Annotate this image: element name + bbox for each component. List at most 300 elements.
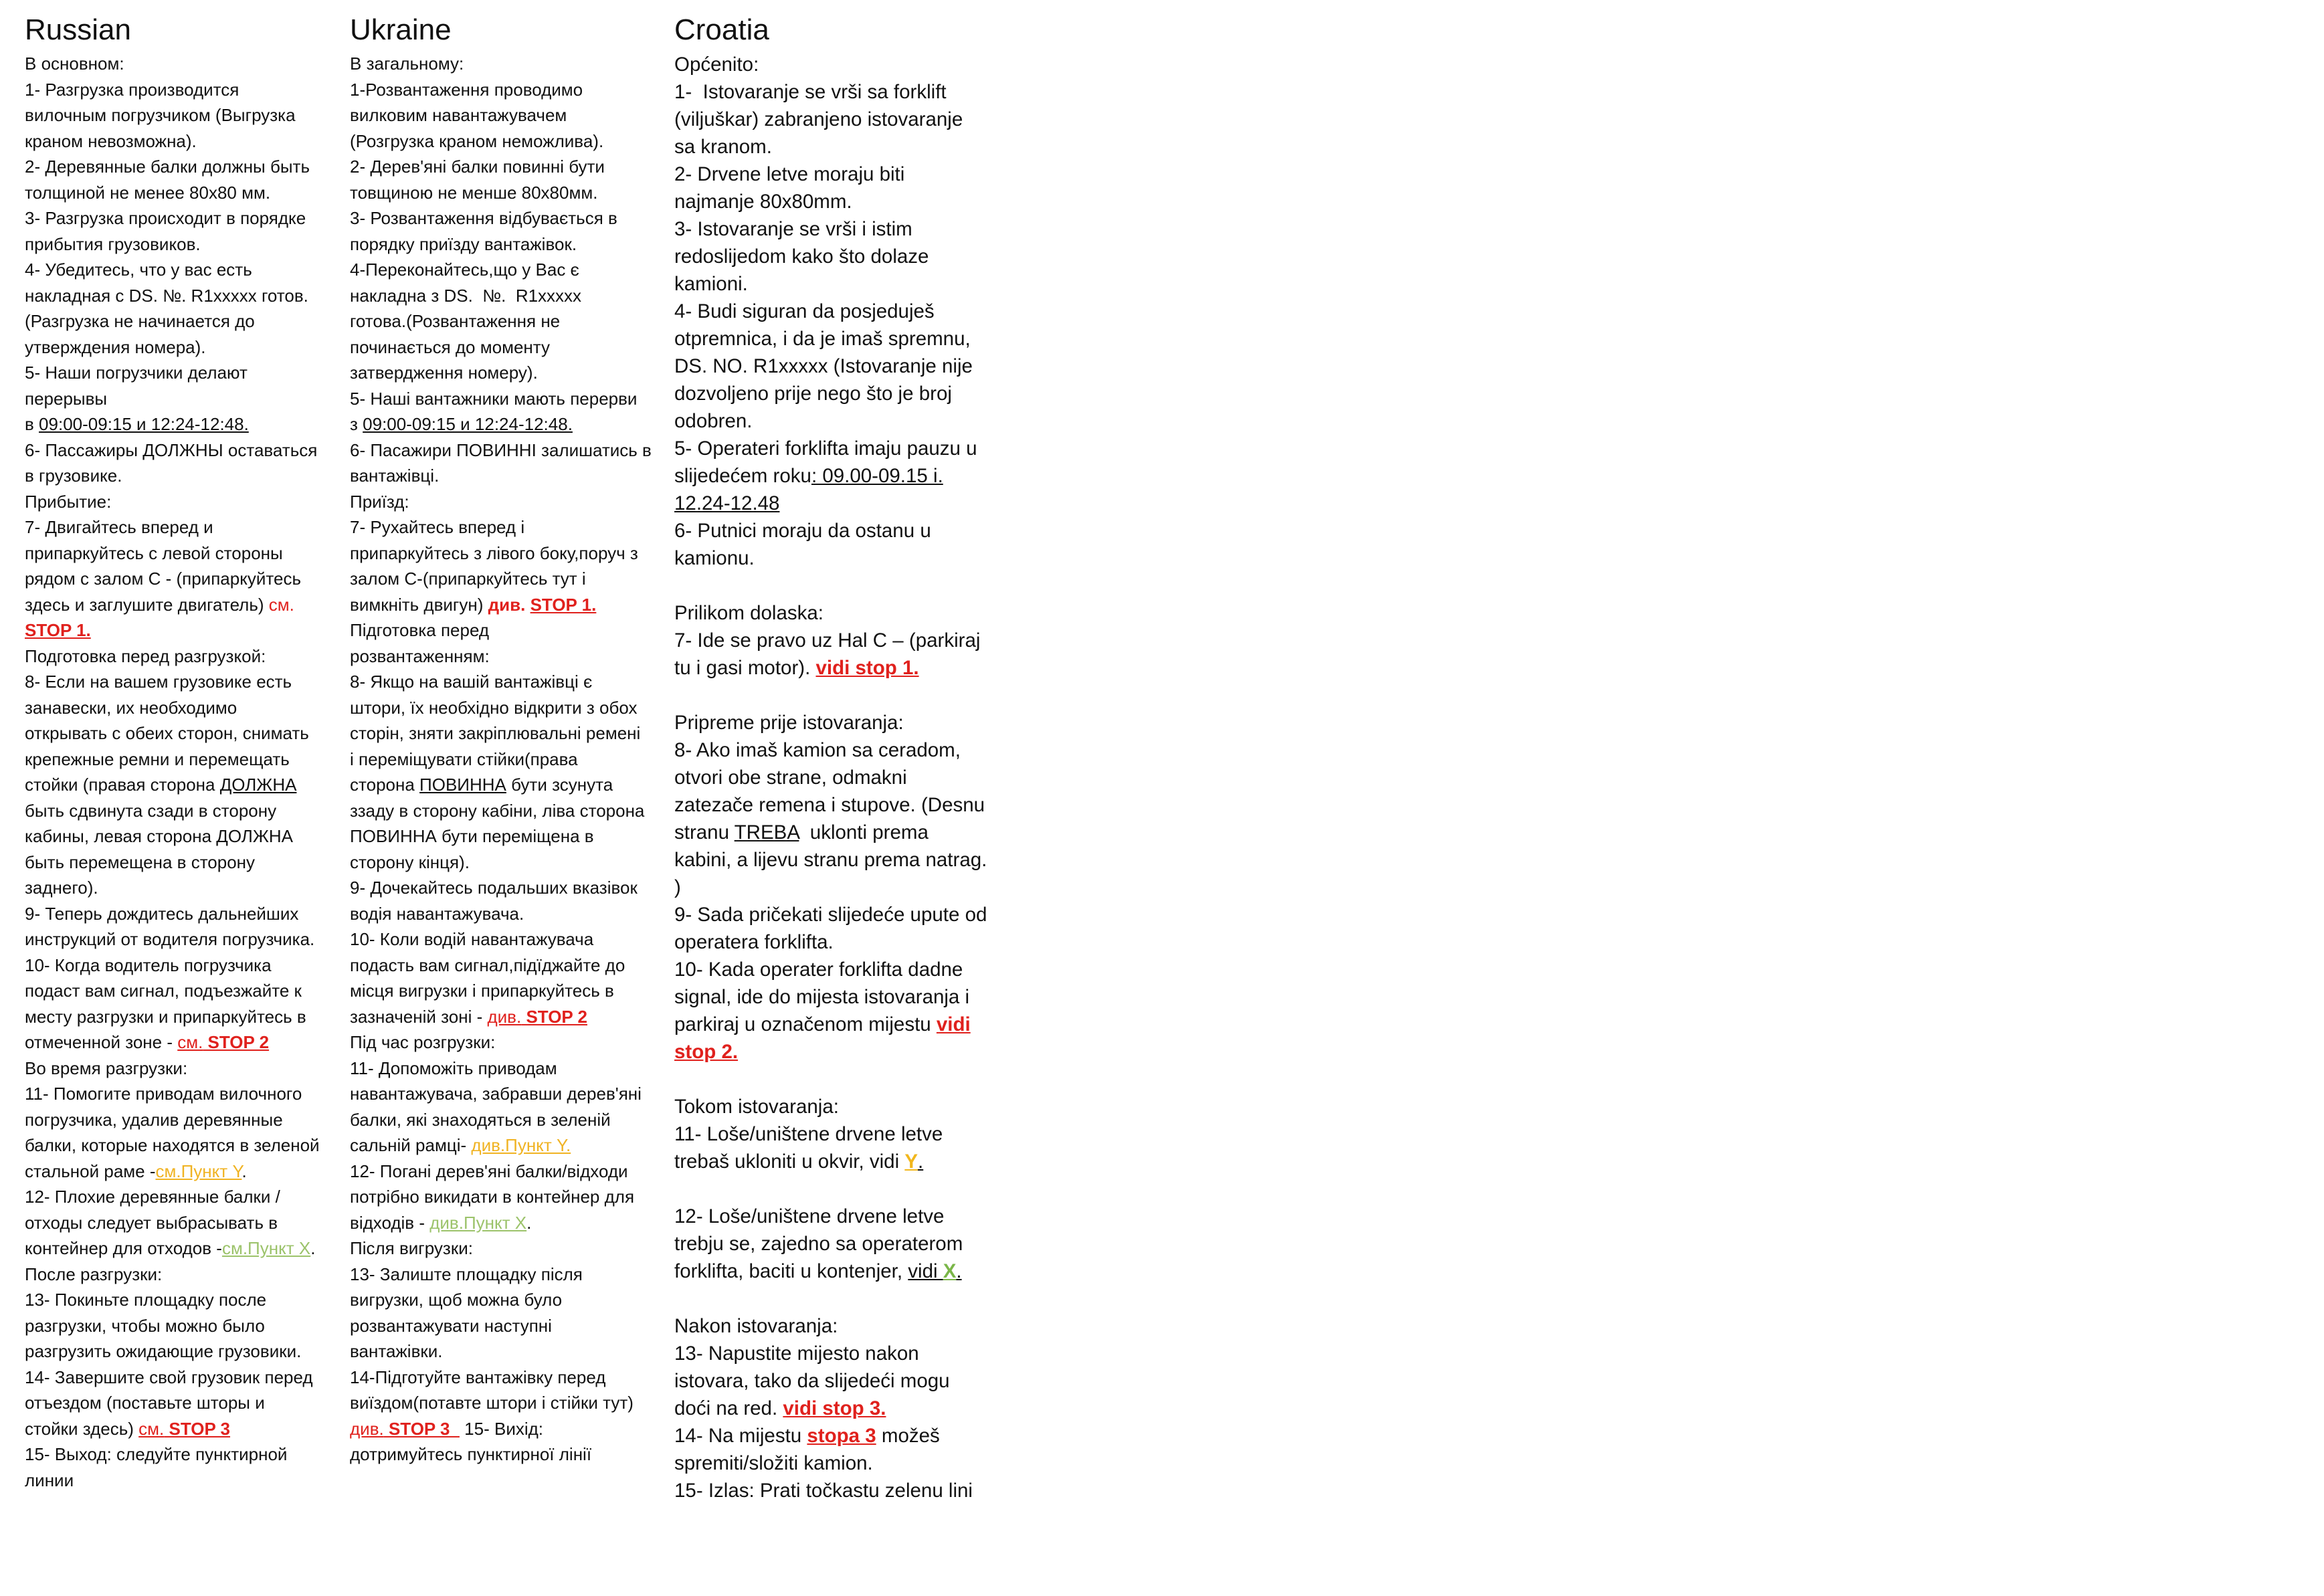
text-segment: разгрузки, чтобы можно было (25, 1315, 265, 1336)
text-segment: Під час розгрузки: (350, 1032, 496, 1052)
text-segment: trebju se, zajedno sa operaterom (674, 1233, 963, 1255)
column-title: Croatia (674, 13, 769, 46)
text-line (25, 1287, 350, 1313)
text-segment: (Разгрузка не начинается до (25, 311, 255, 331)
text-segment: Переконайтесь,що у Вас є (365, 260, 579, 280)
text-segment: вантажівці. (350, 466, 440, 486)
text-line (25, 1004, 350, 1030)
text-line (350, 334, 674, 361)
text-segment: doći na red. (674, 1397, 783, 1419)
text-line (25, 257, 350, 283)
text-segment: балки, которые находятся в зеленой (25, 1135, 320, 1155)
text-segment: краном невозможна). (25, 130, 197, 151)
text-segment: 10- К (25, 955, 65, 975)
text-segment: отходы следует выбрасывать в (25, 1212, 278, 1233)
text-segment: . (918, 1151, 924, 1173)
text-segment: 6- П (25, 439, 58, 460)
text-segment: После разгрузки: (25, 1264, 163, 1284)
text-line (25, 643, 350, 670)
text-line (25, 798, 350, 824)
text-line (25, 102, 350, 128)
text-segment: 5- Н (25, 363, 58, 383)
text-line (25, 437, 350, 464)
text-segment: 14- N (674, 1425, 723, 1447)
text-segment: STOP 1. (530, 594, 597, 615)
text-segment: stovaranje se vrši i istim (702, 218, 912, 240)
text-segment: залом C-(припаркуйтесь тут і (350, 569, 586, 589)
text-line (25, 51, 350, 77)
text-segment: следуйте пунктирной (111, 1444, 288, 1464)
text-line (350, 772, 674, 798)
text-line (25, 850, 350, 876)
text-segment: здесь и заглушите двигатель) (25, 594, 269, 615)
text-segment: Во время разгрузки: (25, 1058, 188, 1078)
text-line (674, 270, 1022, 298)
text-segment: і переміщувати стійки(права (350, 749, 578, 769)
text-segment: vidi stop 3. (783, 1397, 886, 1419)
text-segment: vidi (908, 1260, 943, 1282)
text-line (350, 540, 674, 567)
text-segment: Допоможіть приводам (373, 1058, 557, 1078)
text-segment: Після вигрузки: (350, 1238, 473, 1258)
text-segment: 15- Выход: (25, 1444, 112, 1464)
ukraine-column (350, 9, 674, 1468)
text-segment: см. (268, 594, 294, 615)
text-segment: сторона (350, 775, 420, 795)
text-line (350, 77, 674, 103)
text-segment: 2- Д (25, 157, 57, 177)
text-segment: порядку приїзду вантажівок. (350, 233, 577, 254)
text-line (350, 798, 674, 824)
text-segment: 12.24-12.48 (674, 492, 780, 514)
text-segment: розвантажувати наступні (350, 1315, 552, 1336)
text-segment: 10- K (674, 959, 722, 981)
text-segment: ) (674, 876, 681, 898)
text-segment: STOP 3 (164, 1418, 231, 1439)
text-segment: заднего). (25, 878, 98, 898)
text-line (25, 953, 350, 979)
text-line (350, 154, 674, 180)
text-segment: . (956, 1260, 962, 1282)
text-segment: 8- A (674, 739, 710, 761)
text-segment: STOP 2 (203, 1032, 270, 1052)
text-line (674, 846, 1022, 874)
text-line (350, 1287, 674, 1313)
text-segment: В основном: (25, 54, 124, 74)
text-segment: балки, які знаходяться в зеленій (350, 1109, 611, 1130)
text-segment: Розвантаження проводимо (365, 79, 583, 100)
text-segment: ззаду в сторону кабіни, ліва сторона (350, 800, 645, 821)
text-line (674, 188, 1022, 215)
text-line (25, 875, 350, 901)
text-segment: починається до моменту (350, 336, 550, 357)
text-segment: бути зсунута (506, 775, 613, 795)
text-line (674, 1477, 1022, 1504)
text-line (674, 791, 1022, 819)
text-segment: 13- N (674, 1342, 723, 1365)
text-segment: быть сдвинута сзади в сторону (25, 800, 277, 821)
text-line (674, 1011, 1022, 1038)
text-segment: контейнер для отходов - (25, 1238, 222, 1258)
text-segment: вилочным погрузчиком (Выгрузка (25, 105, 296, 125)
text-line (674, 983, 1022, 1011)
text-segment: Приїзд: (350, 491, 409, 512)
text-segment: 3- I (674, 218, 703, 240)
text-line (674, 215, 1022, 243)
text-segment: 7- I (674, 629, 703, 652)
text-segment: отмеченной зоне - (25, 1032, 178, 1052)
text-segment: parkiraj u označenom mijestu (674, 1013, 937, 1035)
text-line (674, 1340, 1022, 1367)
text-line (350, 102, 674, 128)
text-line (350, 1056, 674, 1082)
text-segment: готова.(Розвантаження не (350, 311, 561, 331)
text-segment: 9- Т (25, 903, 55, 924)
text-line (350, 257, 674, 283)
text-segment: dozvoljeno prije nego što je broj (674, 383, 952, 405)
text-segment: быть перемещена в сторону (25, 852, 256, 872)
text-segment: Nakon istovaranja: (674, 1315, 838, 1337)
text-segment: 11- L (674, 1123, 718, 1145)
text-segment: otpremnica, i da je imaš spremnu, (674, 328, 971, 350)
text-segment: Коли водій навантажувача (375, 929, 594, 949)
text-segment: рядом с залом C - (припаркуйтесь (25, 569, 302, 589)
text-line (25, 617, 350, 643)
text-segment: 5- (350, 388, 366, 409)
text-segment: сли на вашем грузовике есть (56, 672, 292, 692)
text-line (350, 437, 674, 464)
text-segment: stop 2. (674, 1041, 739, 1063)
text-segment: de se pravo uz Hal C – (parkiraj (702, 629, 981, 652)
text-segment: apustite mijesto nakon (722, 1342, 919, 1365)
text-segment: вигрузки, щоб можна було (350, 1290, 563, 1310)
text-segment: stopa 3 (807, 1425, 876, 1447)
text-segment: Дочекайтесь подальших вказівок (365, 878, 638, 898)
text-line (25, 1184, 350, 1210)
text-segment: 14- (350, 1367, 375, 1387)
text-line (350, 1313, 674, 1339)
text-segment: Пасажири ПОВИННІ залишатись в (365, 439, 652, 460)
text-segment: омогите приводам вилочного (66, 1084, 302, 1104)
text-line (25, 1107, 350, 1133)
text-line (350, 231, 674, 258)
text-line (674, 106, 1022, 133)
text-segment: 7- (350, 517, 366, 537)
text-line (350, 51, 674, 77)
text-segment: . (241, 1161, 247, 1181)
text-line (674, 462, 1022, 490)
text-line (25, 463, 350, 489)
text-segment: zabranjeno (764, 108, 862, 130)
text-line (350, 850, 674, 876)
text-segment: 6- (350, 439, 366, 460)
text-segment: огда водитель погрузчика (64, 955, 272, 975)
text-segment: инструкций от водителя погрузчика. (25, 929, 315, 949)
text-line (25, 1441, 350, 1468)
text-line (350, 1338, 674, 1365)
text-segment: možeš (876, 1425, 940, 1447)
text-segment: 1- I (674, 81, 708, 103)
text-line (25, 566, 350, 592)
text-segment: 15- Izlas: (674, 1480, 755, 1502)
text-line (674, 1367, 1022, 1395)
text-segment: . (526, 1212, 532, 1233)
text-segment: najmanje 80x80mm. (674, 191, 852, 213)
text-line (25, 1056, 350, 1082)
text-segment: см.Пункт X (221, 1238, 311, 1258)
text-segment: крепежные ремни и перемещать (25, 749, 290, 769)
text-line (25, 1313, 350, 1339)
text-segment: 8- (350, 672, 366, 692)
text-line (350, 746, 674, 773)
text-segment: кабины, левая сторона ДОЛЖНА (25, 826, 293, 846)
text-line (350, 1210, 674, 1236)
text-line (674, 654, 1022, 682)
text-segment: (viljuškar) (674, 108, 765, 130)
text-segment: Прибытие: (25, 491, 112, 512)
text-segment: 6- P (674, 520, 711, 542)
text-line (674, 1258, 1022, 1285)
text-line (350, 1004, 674, 1030)
text-segment: rvene letve moraju biti (711, 163, 905, 185)
text-segment: trebaš ukloniti u okvir, vidi (674, 1151, 905, 1173)
text-segment: 13- П (25, 1290, 68, 1310)
text-segment: zatezače remena i stupove. (Desnu (674, 794, 985, 816)
text-line (25, 77, 350, 103)
text-segment: kamioni. (674, 273, 748, 295)
text-segment: Подготовка перед разгрузкой: (25, 645, 266, 666)
instructions-text (25, 51, 350, 1493)
text-line (25, 1262, 350, 1288)
text-segment: місця вигрузки і припаркуйтесь в (350, 981, 614, 1001)
text-segment: Prati točkastu zelenu lini (754, 1480, 973, 1502)
text-line (350, 205, 674, 231)
text-line (25, 180, 350, 206)
text-segment: стойки здесь) (25, 1418, 139, 1439)
text-segment: udi siguran da posjeduješ (710, 300, 935, 322)
text-line (350, 901, 674, 927)
text-segment: товщиною не менше 80x80мм. (350, 182, 598, 203)
text-line (25, 334, 350, 361)
text-line (25, 592, 350, 618)
text-segment: perateri forklifta imaju pauzu u (712, 437, 977, 460)
text-segment: см. (138, 1418, 165, 1439)
text-line (674, 627, 1022, 654)
text-line (350, 823, 674, 850)
text-segment: відходів - (350, 1212, 430, 1233)
text-segment: STOP 1. (25, 620, 91, 640)
text-line (350, 1390, 674, 1416)
text-segment: вимкніть двигун) (350, 594, 488, 615)
text-segment: бедитесь, что у вас есть (56, 260, 252, 280)
text-line (350, 514, 674, 540)
text-line (674, 435, 1022, 462)
text-line (350, 411, 674, 437)
text-segment: vidi stop 1. (815, 657, 919, 679)
text-segment: 9- (350, 878, 366, 898)
text-segment: 1- Р (25, 79, 56, 100)
text-segment: Općenito: (674, 54, 759, 76)
text-segment: отъездом (поставьте шторы и (25, 1393, 265, 1413)
text-segment: 2- (350, 157, 366, 177)
text-segment: в (25, 414, 39, 434)
text-segment: 4- B (674, 300, 711, 322)
text-line (350, 1107, 674, 1133)
text-segment: азгрузка происходит в порядке (56, 208, 306, 228)
text-segment: oše/uništene drvene letve (719, 1205, 945, 1227)
text-segment: месту разгрузки и припаркуйтесь в (25, 1006, 306, 1027)
text-line (25, 772, 350, 798)
text-segment: a mijestu (722, 1425, 807, 1447)
text-line (350, 283, 674, 309)
text-segment: 10- (350, 929, 375, 949)
text-line (350, 695, 674, 721)
text-line (674, 764, 1022, 791)
text-segment: открывать с обеих сторон, снимать (25, 723, 309, 743)
text-line (25, 540, 350, 567)
text-line (350, 360, 674, 386)
text-segment: ko imaš kamion sa (709, 739, 878, 761)
text-segment: 5- O (674, 437, 713, 460)
text-line (674, 298, 1022, 325)
text-line (674, 490, 1022, 517)
text-line (25, 1159, 350, 1185)
text-line (674, 599, 1022, 627)
text-segment: линии (25, 1470, 74, 1490)
text-line (674, 78, 1022, 106)
text-segment: : 09.00-09.15 i. (811, 465, 943, 487)
text-line (674, 517, 1022, 544)
text-segment: stranu (674, 821, 735, 843)
text-line (350, 1132, 674, 1159)
text-segment: див. (350, 1418, 384, 1439)
text-segment: сальній рамці- (350, 1135, 472, 1155)
text-segment: вилковим навантажувачем (350, 105, 567, 125)
text-segment: ada operater forklifta dadne (721, 959, 963, 981)
text-line (25, 1416, 350, 1442)
text-segment: 13- (350, 1264, 375, 1284)
text-line (350, 489, 674, 515)
text-segment: Дерев'яні балки повинні бути (365, 157, 605, 177)
text-line (674, 874, 1022, 901)
text-line (674, 1038, 1022, 1066)
text-segment: 2- D (674, 163, 712, 185)
text-line (25, 231, 350, 258)
text-line (25, 901, 350, 927)
text-line (674, 956, 1022, 983)
text-segment: див. (487, 1006, 522, 1027)
text-segment: ДОЛЖНА (219, 775, 297, 795)
text-segment: 12- (350, 1161, 375, 1181)
text-segment: signal, ide do mijesta istovaranja i (674, 986, 970, 1008)
text-line (674, 1285, 1022, 1312)
text-line (674, 1395, 1022, 1422)
text-segment: навантажувача, забравши дерев'яні (350, 1084, 642, 1104)
text-line (674, 325, 1022, 353)
russian-column (25, 9, 350, 1493)
text-line (350, 720, 674, 746)
text-line (674, 1148, 1022, 1175)
text-segment: 7- Д (25, 517, 57, 537)
text-line (25, 1029, 350, 1056)
text-segment: utnici moraju da ostanu u (710, 520, 931, 542)
text-segment: istovara, tako da slijedeći mogu (674, 1370, 950, 1392)
text-line (674, 1093, 1022, 1120)
text-segment: подаст вам сигнал, подъезжайте к (25, 981, 302, 1001)
text-line (674, 819, 1022, 846)
text-line (674, 1120, 1022, 1148)
text-segment: окиньте площадку после (67, 1290, 267, 1310)
text-segment: 3- Р (25, 208, 56, 228)
text-segment: сторону кінця). (350, 852, 470, 872)
text-segment: перерывы (25, 388, 108, 409)
instructions-text (350, 51, 674, 1468)
text-segment: TREBA (734, 821, 799, 843)
text-line (350, 643, 674, 670)
text-segment: istovaranje (862, 108, 963, 130)
text-line (350, 978, 674, 1004)
text-line (25, 823, 350, 850)
text-line (350, 1365, 674, 1391)
text-line (350, 1441, 674, 1468)
text-segment: з (350, 414, 363, 434)
text-segment: sa kranom. (674, 136, 772, 158)
text-line (350, 566, 674, 592)
text-segment: 4- У (25, 260, 56, 280)
text-line (350, 308, 674, 334)
text-segment: otvori obe strane, odmakni (674, 767, 907, 789)
text-line (350, 1262, 674, 1288)
text-segment: см.Пункт Y (155, 1161, 242, 1181)
text-segment: Розвантаження відбувається в (365, 208, 617, 228)
text-segment: operatera forklifta. (674, 931, 834, 953)
text-segment: ceradom (878, 739, 955, 761)
text-segment: forklifta, baciti u kontenjer, (674, 1260, 908, 1282)
text-line (674, 353, 1022, 380)
text-segment: Наші вантажники мають перерви (365, 388, 638, 409)
text-line (25, 154, 350, 180)
text-line (25, 1081, 350, 1107)
text-segment: штори, їх необхідно відкрити з обох (350, 697, 638, 718)
text-segment: припаркуйтесь з лівого боку,поруч з (350, 542, 638, 563)
text-line (350, 1235, 674, 1262)
text-line (350, 592, 674, 618)
text-segment: ПОВИННА (419, 775, 506, 795)
text-segment: толщиной не менее 80x80 мм. (25, 182, 271, 203)
text-segment: , (955, 739, 961, 761)
text-segment: стойки (правая сторона (25, 775, 220, 795)
text-segment: 11- (350, 1058, 374, 1078)
text-line (25, 386, 350, 412)
text-line (674, 133, 1022, 161)
text-segment: kabini, a lijevu stranu prema natrag. (674, 849, 987, 871)
column-title: Ukraine (350, 13, 452, 46)
text-segment: В загальному: (350, 54, 464, 74)
text-segment: вигайтесь вперед и (56, 517, 213, 537)
text-segment: ассажиры ДОЛЖНЫ оставаться (58, 439, 318, 460)
text-segment: еревянные балки должны быть (56, 157, 310, 177)
text-line (350, 1159, 674, 1185)
text-line (25, 360, 350, 386)
text-line (25, 926, 350, 953)
text-line (350, 463, 674, 489)
croatia-column (674, 9, 1022, 1504)
text-segment: разгрузить ожидающие грузовики. (25, 1341, 302, 1361)
text-segment: 8- Е (25, 672, 57, 692)
text-segment: утверждения номера). (25, 336, 206, 357)
text-segment: Підготуйте вантажівку перед (375, 1367, 606, 1387)
text-segment: oše/uništene drvene letve (718, 1123, 943, 1145)
